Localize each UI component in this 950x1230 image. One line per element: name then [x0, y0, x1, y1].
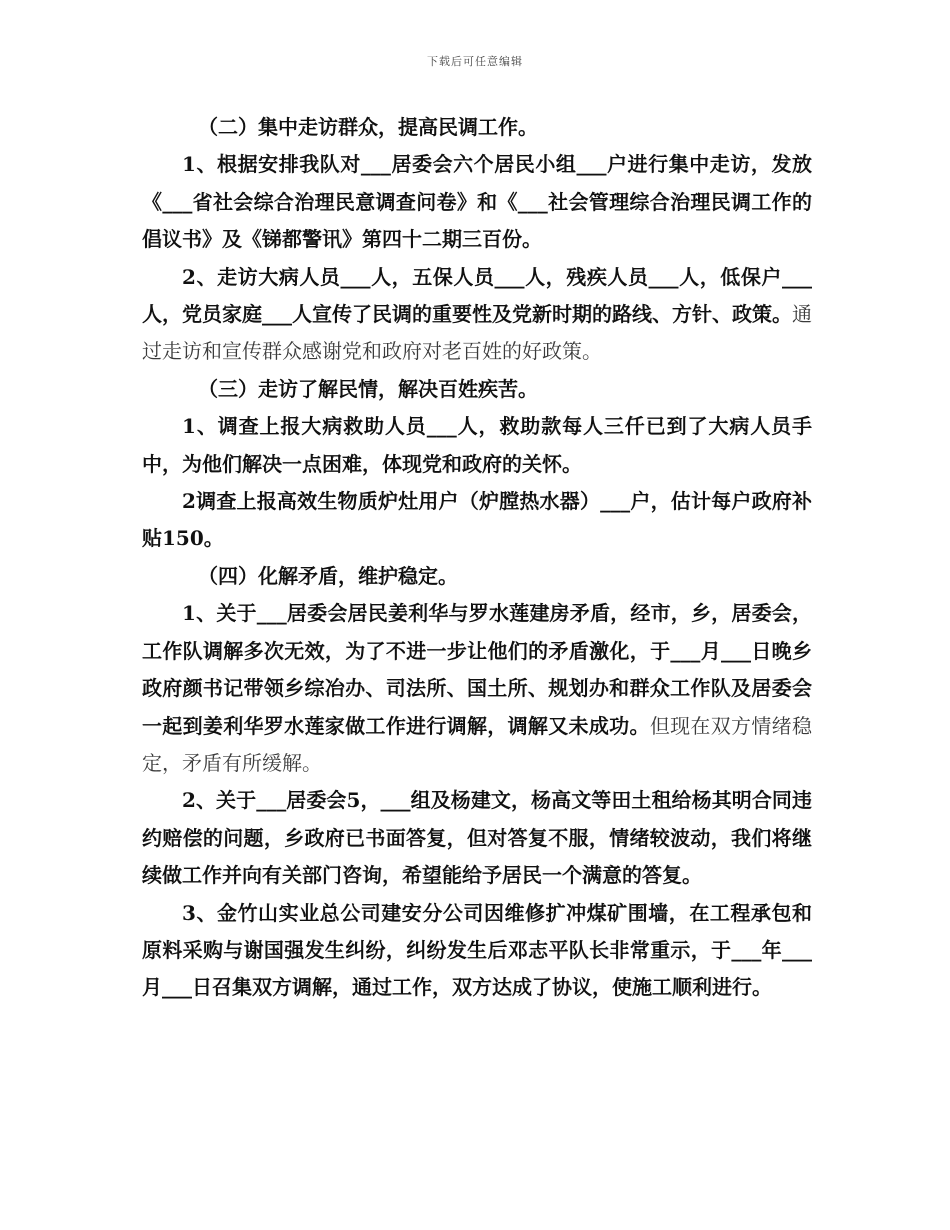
- paragraph-visits: 1、根据安排我队对___居委会六个居民小组___户进行集中走访，发放《___省社会综合治理民意调查问卷》和《___社会管理综合治理民调工作的倡议书》及《锑都警讯》第四十二期三百份。: [142, 152, 812, 252]
- paragraph-visit-groups: [142, 259, 812, 371]
- paragraph-dispute-1-main: 1、关于___居委会居民姜利华与罗水莲建房矛盾，经市，乡，居委会，工作队调解多次无效，为了不进一步让他们的矛盾激化，于___月___日晚乡政府颜书记带领乡综冶办、司法所、国土所、规划办和群众工作队及居委会一起到姜利华罗水莲家做工作进行调解，调解又未成功。: [142, 601, 812, 738]
- paragraph-visit-groups-note: 通过走访和宣传群众感谢党和政府对老百姓的好政策。: [142, 302, 812, 364]
- page-header: 下载后可任意编辑: [427, 55, 523, 68]
- section-heading-2: （二）集中走访群众，提高民调工作。: [198, 115, 538, 139]
- paragraph-stove-subsidy: 2调查上报高效生物质炉灶用户（炉膛热水器）___户，估计每户政府补贴150。: [142, 489, 812, 551]
- paragraph-dispute-1: [142, 595, 812, 782]
- paragraph-illness-aid: 1、调查上报大病救助人员___人，救助款每人三仟已到了大病人员手中，为他们解决一点困难，体现党和政府的关怀。: [142, 414, 812, 476]
- document-body: [142, 109, 812, 1007]
- section-heading-3: （三）走访了解民情，解决百姓疾苦。: [198, 376, 538, 401]
- paragraph-visit-groups-main: 2、走访大病人员___人，五保人员___人，残疾人员___人，低保户___人，党员家庭___人宣传了民调的重要性及党新时期的路线、方针、政策。: [142, 264, 812, 327]
- paragraph-dispute-1-note: 但现在双方情绪稳定，矛盾有所缓解。: [142, 713, 812, 775]
- paragraph-dispute-3: 3、金竹山实业总公司建安分公司因维修扩冲煤矿围墙，在工程承包和原料采购与谢国强发生纠纷，纠纷发生后邓志平队长非常重示，于___年___月___日召集双方调解，通过工作，双方达成了协议，使施工顺利进行。: [142, 900, 812, 1000]
- paragraph-dispute-2: 2、关于___居委会5，___组及杨建文，杨高文等田土租给杨其明合同违约赔偿的问题，乡政府已书面答复，但对答复不服，情绪较波动，我们将继续做工作并向有关部门咨询，希望能给予居民一个满意的答复。: [142, 788, 812, 888]
- section-heading-4: （四）化解矛盾，维护稳定。: [198, 563, 458, 588]
